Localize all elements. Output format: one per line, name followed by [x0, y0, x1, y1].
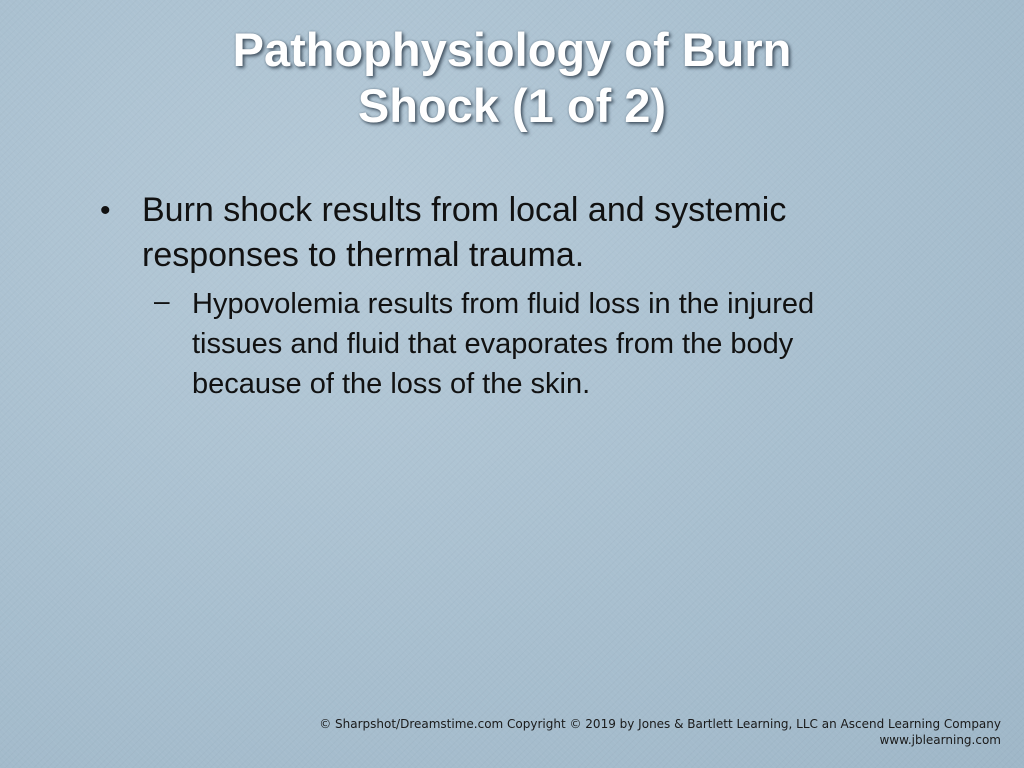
bullet-text-line-2: responses to thermal trauma.	[142, 236, 585, 274]
sub-bullet-text-line-3: because of the loss of the skin.	[192, 368, 591, 400]
sub-bullet-marker: –	[154, 285, 170, 316]
title-line-1: Pathophysiology of Burn	[232, 23, 792, 76]
bullet-item	[100, 188, 960, 404]
publisher-website: www.jblearning.com	[879, 733, 1001, 747]
title-line-2: Shock (1 of 2)	[357, 79, 667, 132]
bullet-text-line-1: Burn shock results from local and systemic	[142, 191, 787, 229]
bullet-marker: •	[100, 194, 111, 227]
sub-bullet-item	[142, 284, 960, 404]
sub-bullet-text-line-1: Hypovolemia results from fluid loss in the injured	[192, 288, 815, 320]
sub-bullet-list	[142, 284, 960, 404]
bullet-list	[100, 188, 960, 404]
copyright-credit: © Sharpshot/Dreamstime.com Copyright © 2019 by Jones & Bartlett Learning, LLC an Ascend Learning Company	[319, 717, 1001, 731]
sub-bullet-text-line-2: tissues and fluid that evaporates from the body	[192, 328, 794, 360]
copyright-footer	[319, 716, 1001, 748]
slide-title	[112, 22, 912, 134]
